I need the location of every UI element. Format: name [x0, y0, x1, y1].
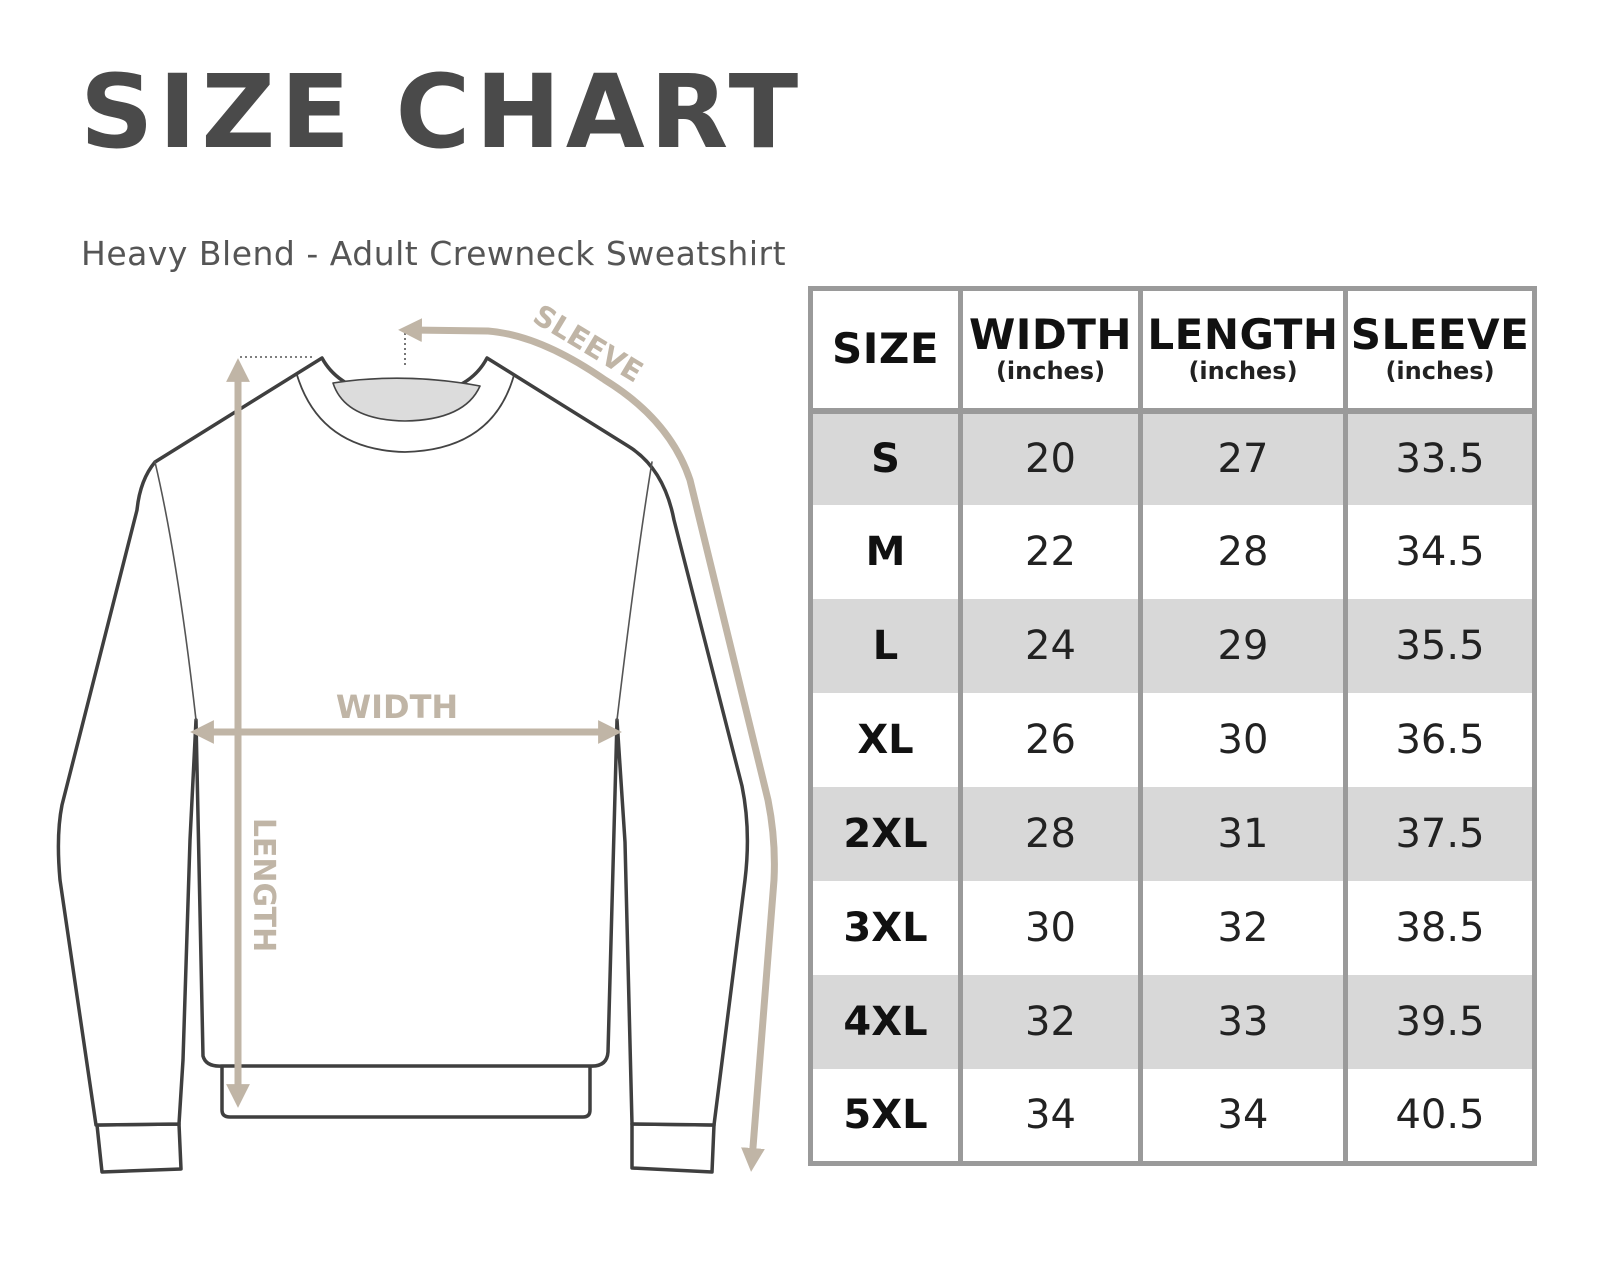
- sleeve-cell: 37.5: [1346, 787, 1535, 881]
- length-cell: 29: [1141, 599, 1346, 693]
- length-cell: 28: [1141, 505, 1346, 599]
- width-cell: 22: [961, 505, 1141, 599]
- width-cell: 20: [961, 411, 1141, 505]
- table-row: [811, 975, 1535, 1069]
- header-size: [811, 289, 961, 411]
- width-cell: 32: [961, 975, 1141, 1069]
- size-cell: 5XL: [811, 1069, 961, 1163]
- header-width: [961, 289, 1141, 411]
- header-sleeve-unit: (inches): [1385, 356, 1495, 385]
- table-header-row: [811, 289, 1535, 411]
- header-size-label: SIZE: [831, 324, 940, 374]
- length-cell: 32: [1141, 881, 1346, 975]
- table-row: [811, 693, 1535, 787]
- sweatshirt-outline: [58, 358, 747, 1172]
- product-subtitle: Heavy Blend - Adult Crewneck Sweatshirt: [81, 234, 787, 273]
- sleeve-cell: 35.5: [1346, 599, 1535, 693]
- width-cell: 34: [961, 1069, 1141, 1163]
- table-row: [811, 787, 1535, 881]
- sleeve-cell: 33.5: [1346, 411, 1535, 505]
- size-cell: XL: [811, 693, 961, 787]
- left-cuff: [97, 1124, 181, 1172]
- length-cell: 31: [1141, 787, 1346, 881]
- size-cell: S: [811, 411, 961, 505]
- width-cell: 30: [961, 881, 1141, 975]
- header-length-unit: (inches): [1188, 356, 1298, 385]
- size-cell: 2XL: [811, 787, 961, 881]
- width-label: WIDTH: [335, 688, 459, 726]
- length-label: LENGTH: [246, 817, 281, 953]
- waistband: [222, 1062, 590, 1117]
- sleeve-cell: 36.5: [1346, 693, 1535, 787]
- sleeve-cell: 34.5: [1346, 505, 1535, 599]
- header-sleeve: [1346, 289, 1535, 411]
- table-row: [811, 505, 1535, 599]
- sleeve-cell: 39.5: [1346, 975, 1535, 1069]
- header-sleeve-label: SLEEVE: [1350, 309, 1530, 359]
- size-cell: 3XL: [811, 881, 961, 975]
- length-cell: 34: [1141, 1069, 1346, 1163]
- size-cell: M: [811, 505, 961, 599]
- header-width-label: WIDTH: [968, 309, 1133, 359]
- size-cell: L: [811, 599, 961, 693]
- length-cell: 27: [1141, 411, 1346, 505]
- sleeve-cell: 38.5: [1346, 881, 1535, 975]
- right-cuff: [632, 1124, 714, 1172]
- length-cell: 33: [1141, 975, 1346, 1069]
- width-cell: 26: [961, 693, 1141, 787]
- header-length-label: LENGTH: [1147, 309, 1339, 359]
- body-outline: [58, 358, 747, 1125]
- sleeve-label: SLEEVE: [527, 297, 649, 390]
- header-length: [1141, 289, 1346, 411]
- table-row: [811, 1069, 1535, 1163]
- table-row: [811, 881, 1535, 975]
- size-cell: 4XL: [811, 975, 961, 1069]
- length-cell: 30: [1141, 693, 1346, 787]
- size-table: [808, 286, 1537, 1166]
- width-cell: 28: [961, 787, 1141, 881]
- width-cell: 24: [961, 599, 1141, 693]
- page-title: SIZE CHART: [80, 53, 804, 172]
- header-width-unit: (inches): [995, 356, 1106, 385]
- sleeve-cell: 40.5: [1346, 1069, 1535, 1163]
- table-row: [811, 599, 1535, 693]
- table-row: [811, 411, 1535, 505]
